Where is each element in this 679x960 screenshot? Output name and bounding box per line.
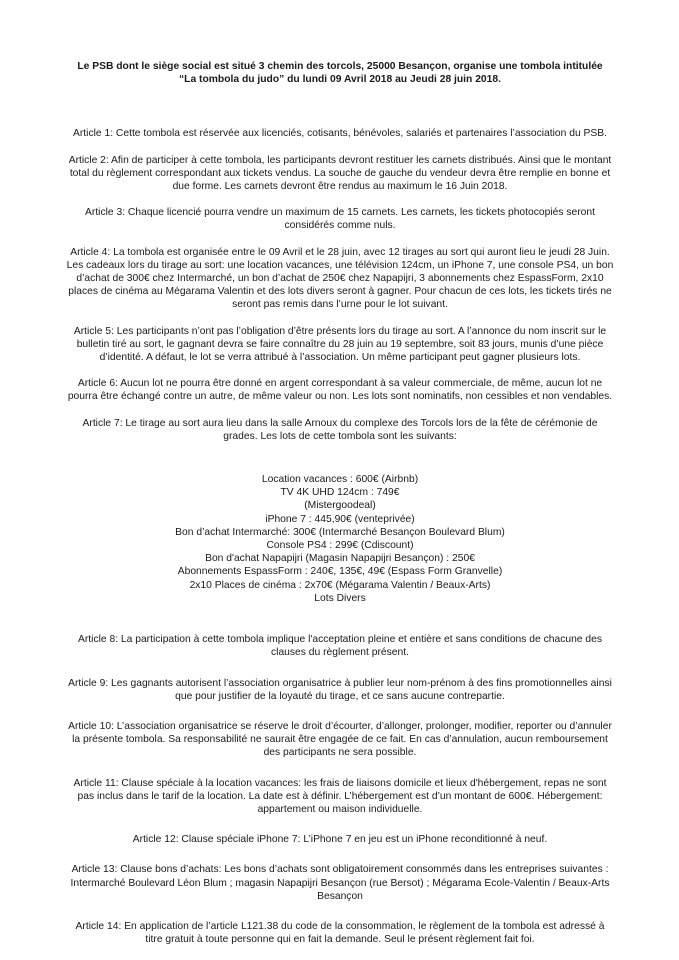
prize-list: [66, 473, 614, 605]
article-13: Article 13: Clause bons d’achats: Les bons d’achats sont obligatoirement consommés dans les entreprises suivantes : Intermarché Boulevard Léon Blum ; magasin Napapijri Besançon (rue Bersot) ; Mégarama Ecole-Valentin / Beaux-Arts Besançon: [70, 864, 610, 902]
document-title: [66, 60, 614, 86]
prize-item: Bon d'achat Napapijri (Magasin Napapijri Besançon) : 250€: [205, 553, 475, 565]
prize-item: Console PS4 : 299€ (Cdiscount): [266, 540, 414, 552]
article-1: Article 1: Cette tombola est réservée aux licenciés, cotisants, bénévoles, salariés et partenaires l’association du PSB.: [73, 128, 607, 140]
article-5: Article 5: Les participants n’ont pas l’obligation d’être présents lors du tirage au sort. A l’annonce du nom inscrit sur le bulletin tiré au sort, le gagnant devra se faire connaître du 28 juin au 19 septembre, soit 83 jours, munis d’une pièce d’identité. A défaut, le lot se verra attribué à l’association. Un même participant peut gagner plusieurs lots.: [73, 325, 607, 364]
prize-item: (Mistergoodeal): [304, 500, 376, 512]
article-12: Article 12: Clause spéciale iPhone 7: L’iPhone 7 en jeu est un iPhone reconditionné à neuf.: [132, 834, 548, 846]
article-2: Article 2: Afin de participer à cette tombola, les participants devront restituer les carnets distribués. Ainsi que le montant total du règlement correspondant aux tickets vendus. La souche de gauche du vendeur devra être remplie en bonne et due forme. Les carnets devront être rendus au maximum le 16 Juin 2018.: [68, 154, 612, 193]
prize-item: Bon d’achat Intermarché: 300€ (Intermarché Besançon Boulevard Blum): [175, 526, 505, 538]
article-6: Article 6: Aucun lot ne pourra être donné en argent correspondant à sa valeur commerciale, de même, aucun lot ne pourra être échangé contre un autre, de même valeur ou non. Les lots sont nominatifs, non cessibles et non vendables.: [67, 378, 613, 403]
prize-item: iPhone 7 : 445,90€ (venteprivée): [265, 513, 415, 525]
article-9: Article 9: Les gagnants autorisent l’association organisatrice à publier leur nom-prénom à des fins promotionnelles ainsi que pour justifier de la loyauté du tirage, et ce sans aucune contrepartie.: [68, 677, 612, 702]
title-line-2: “La tombola du judo” du lundi 09 Avril 2018 au Jeudi 28 juin 2018.: [179, 74, 501, 86]
article-11: Article 11: Clause spéciale à la location vacances: les frais de liaisons domicile et lieux d'hébergement, repas ne sont pas inclus dans le tarif de la location. La date est à définir. L’hébergement est d’un montant de 600€. Hébergement: appartement ou maison individuelle.: [73, 777, 607, 815]
document-page: [66, 60, 614, 959]
title-line-1: Le PSB dont le siège social est situé 3 chemin des torcols, 25000 Besançon, organise une tombola intitulée: [77, 61, 603, 72]
prize-item: 2x10 Places de cinéma : 2x70€ (Mégarama Valentin / Beaux-Arts): [189, 579, 491, 591]
prize-item: Abonnements EspassForm : 240€, 135€, 49€ (Espass Form Granvelle): [177, 566, 503, 578]
article-14: Article 14: En application de l’article L121.38 du code de la consommation, le règlement de la tombola est adressé à titre gratuit à toute personne qui en fait la demande. Seul le présent règlement fait foi.: [75, 920, 605, 946]
article-8: Article 8: La participation à cette tombola implique l'acceptation pleine et entière et sans conditions de chacune des clauses du règlement présent.: [78, 634, 602, 659]
prize-item: TV 4K UHD 124cm : 749€: [280, 487, 400, 499]
article-3: Article 3: Chaque licencié pourra vendre un maximum de 15 carnets. Les carnets, les tickets photocopiés seront considérés comme nuls.: [85, 207, 595, 232]
prize-item: Location vacances : 600€ (Airbnb): [261, 474, 419, 486]
article-7: Article 7: Le tirage au sort aura lieu dans la salle Arnoux du complexe des Torcols lors de la fête de cérémonie de grades. Les lots de cette tombola sont les suivants:: [82, 417, 598, 442]
article-4: Article 4: La tombola est organisée entre le 09 Avril et le 28 juin, avec 12 tirages au sort qui auront lieu le jeudi 28 Juin. Les cadeaux lors du tirage au sort: une location vacances, une télévision 124cm, un iPhone 7, une console PS4, un bon d’achat de 300€ chez Intermarché, un bon d’achat de 250€ chez Napapijri, 3 abonnements chez EspassForm, 2x10 places de cinéma au Mégarama Valentin et des lots divers seront à gagner. Pour chacun de ces lots, les tickets tirés ne seront pas remis dans l’urne pour le lot suivant.: [66, 246, 614, 311]
prize-item: Lots Divers: [314, 592, 366, 604]
article-10: Article 10: L’association organisatrice se réserve le droit d’écourter, d’allonger, prolonger, modifier, reporter ou d’annuler la présente tombola. Sa responsabilité ne saurait être engagée de ce fait. En cas d’annulation, aucun remboursement des participants ne sera possible.: [68, 720, 612, 759]
